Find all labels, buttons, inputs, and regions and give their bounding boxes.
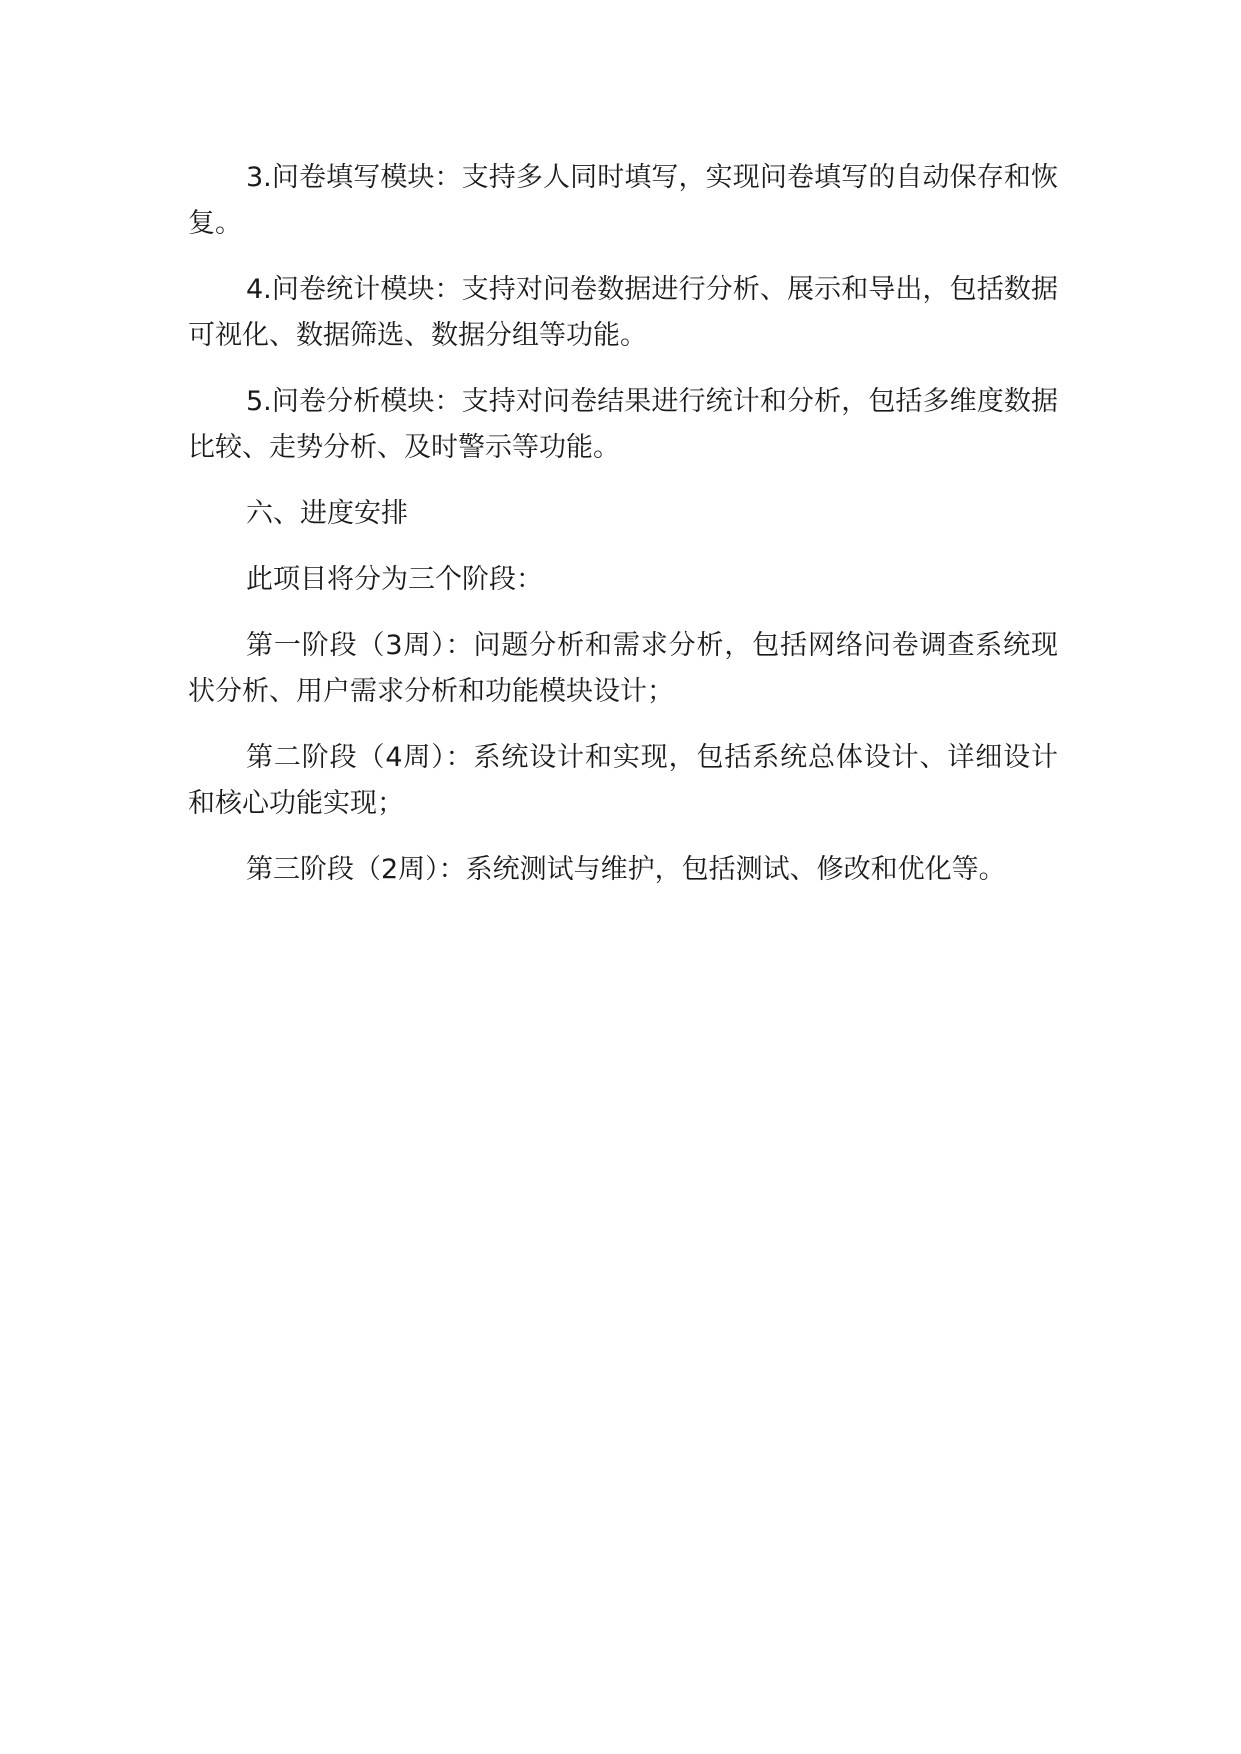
- paragraph-module-statistics: 4.问卷统计模块：支持对问卷数据进行分析、展示和导出，包括数据可视化、数据筛选、数据分组等功能。: [188, 274, 1058, 351]
- paragraph-schedule-intro: 此项目将分为三个阶段：: [246, 564, 543, 595]
- section-heading-schedule: 六、进度安排: [246, 498, 408, 529]
- paragraph-module-fill: 3.问卷填写模块：支持多人同时填写，实现问卷填写的自动保存和恢复。: [188, 162, 1058, 239]
- paragraph-module-analysis: 5.问卷分析模块：支持对问卷结果进行统计和分析，包括多维度数据比较、走势分析、及时警示等功能。: [188, 386, 1058, 463]
- document-body: [188, 155, 1058, 913]
- paragraph-phase-one: 第一阶段（3周）：问题分析和需求分析，包括网络问卷调查系统现状分析、用户需求分析和功能模块设计；: [188, 630, 1058, 707]
- paragraph-phase-three: 第三阶段（2周）：系统测试与维护，包括测试、修改和优化等。: [246, 854, 1006, 885]
- paragraph-phase-two: 第二阶段（4周）：系统设计和实现，包括系统总体设计、详细设计和核心功能实现；: [188, 742, 1058, 819]
